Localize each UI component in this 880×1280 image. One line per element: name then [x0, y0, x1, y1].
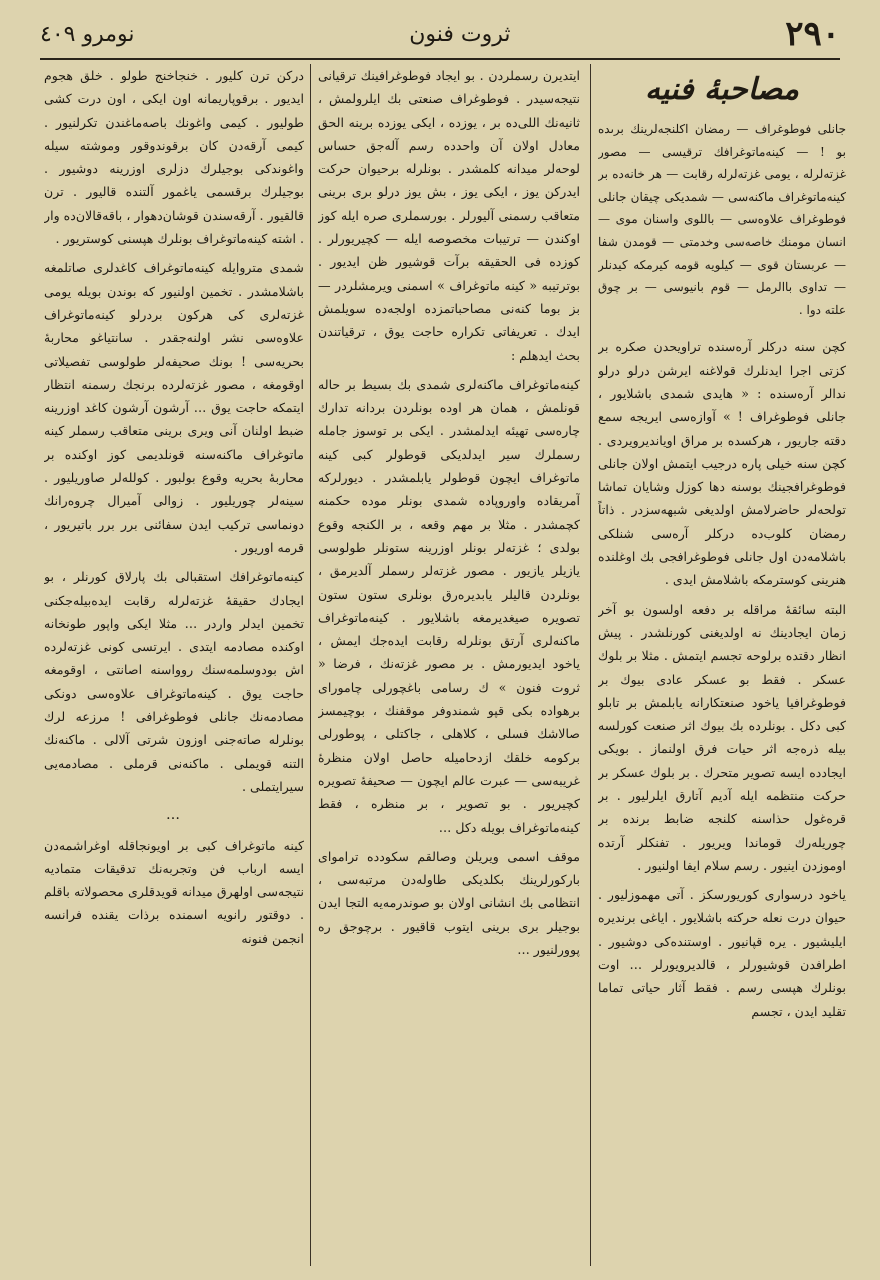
section-rubric: مصاحبهٔ فنیه	[645, 72, 799, 107]
paragraph: ياخود درسوارى كوريورسكز . آتى مهموزليور . حيوان درت نعله حركته باشلايور . اياغى برنديره ايليشيور . يره قپانيور . اوستنده‌كى دوشيور . اطرافدن قوشيورلر ، قالديرويورلر … اوت بونلرك هپسى رسم . فقط آثار حياتى تماما تقليد ايدن ، تجسم	[598, 887, 846, 1019]
paragraph: شمدى متروايله كينه‌ماتوغراف كاغدلرى صاتلمغه باشلامشدر . تخمين اولنيور كه بوندن بويله يومى غزته‌لرى كى هركون بردرلو كينه‌ماتوغراف علاوه‌سى نشر اولنه‌جقدر . سانتياغو محاربهٔ بحريه‌سى ! بونك صحيفه‌لر طولوسى تفصيلاتى اوقومغه ، مصور غزته‌لرده برنجك رسمنه انتظار ايتمكه حاجت يوق … آرشون آرشون كاغد اوزرينه ضبط اولنان آنى ويرى برينى متعاقب رسملر كينه ماتوغراف ماكنه‌سنه قونلديمى كوز اوكنده بر محاربهٔ بحريه وقوع بولبور . كولله‌لر صاوريليور . سينه‌لر چوريليور . زوالى آميرال چروه‌رانك دونماسى تركيب ايدن سفائنى برر برر باتيريور ، قرمه اوريور .	[44, 260, 304, 555]
section-summary: جانلی فوطوغراف — رمضان اکلنجه‌لرینك برىده بو ! — كينه‌ماتوغرافك ترقيسى — مصور غزته‌لرله ، يومى غزته‌لرله رقابت — هر خانه‌ده بر كينه‌ماتوغراف ماكنه‌سى — شمديكى چيقان جانلی فوطوغراف علاوه‌سى — باللوى واسنان موى — انسان مومنك خاصه‌سى وخدمتى — قومدن شفا — عربستان قوى — كيلويه قومه كيرمكه كيدنلر — تداوى باالرمل — قوم بانيوسى — بر چوق علته دوا .	[598, 122, 846, 317]
column-middle	[318, 64, 580, 1270]
paragraph: كينه ماتوغراف كبى بر اويونجاقله اوغراشمه‌دن ايسه ارباب فن وتجربه‌نك تدقيقات متماديه نتيجه‌سى اولهرق ميدانه قويدقلرى محصولاته باقلم . دوقتور رانويه اسمنده برذات يقنده فرانسه انجمن فنونه	[44, 837, 304, 946]
journal-title: ثروت فنون	[409, 21, 511, 47]
paragraph: كينه‌ماتوغراف ماكنه‌لرى شمدى بك بسيط بر حاله قونلمش ، همان هر اوده بونلردن بردانه تدارك چاره‌سى تهيئه ايدلمشدر . ايكى بر توسوز جامله رسملرك سير ايدلديكى قوطولر كبى كينه ماتوغراف ايچون قوطولر يابلمشدر . ديورلركه آمريقاده واوروپاده شمدى بونلر موده حكمنه كچمشدر . مثلا بر مهم وقعه ، بر الكنجه وقوع بولدى ؛ غزته‌لر بونلر اوزرينه ستونلر طولوسى يازيلر يازيور . مصور غزته‌لر رسملر آلديرمق ، بونلردن قاليلر يابديره‌رق بونلرى ستون ستون تصويره صيغديرمغه باشلايور . كينه‌ماتوغراف ماكنه‌لرى آرتق بونلرله رقابت ايده‌جك ايمش ، ياخود ايديورمش . بر مصور غزته‌نك ، فرضا « ثروت فنون » ك رسامى باغچورلى چاموراى برهواده بكى قپو شمندوفر موقفنك ، بوچيمسز صالاشك فسلى ، كلاهلى ، جاكتلى ، پوطورلى بركومه خلقك ازدحامیله حاصل اولان منظرهٔ غريبه‌سى — عبرت عالم ايچون — صحيفهٔ تصويره كچيريور . بو تصوير ، بر منظره ، فقط كينه‌ماتوغراف بويله دكل …	[318, 376, 580, 835]
header-rule	[40, 58, 840, 60]
paragraph: كينه‌ماتوغرافك استقبالى بك پارلاق كورنلر ، بو ايجادك حقيقهٔ غزته‌لرله رقابت ايده‌بيله‌جكنى تخمين ايدلر واردر … مثلا ايكى واپور طونخانه اوكنده مصادمه ايتدى . ايرتسى كونى غزته‌لرده اش بودوسلمه‌سنك روواسنه اصانتى ، اوقومغه حاجت يوق . كينه‌ماتوغراف علاوه‌سى دونكى مصادمه‌نك جانلی فوطوغرافى ! مرزعه لرك بونلرله صاته‌جنى اوزون شرتى آلالى . ماكنه‌نك التنه قويملى . ماكنه‌نى قرملى . مصادمه‌يى سيرايتملى .	[44, 569, 304, 794]
paragraph: البته سائقهٔ مراقله بر دفعه اولسون بو آخر زمان ايجادينك نه اولديغنى كورنلشدر . پيش انظار دقتده برلوحه تجسم ايتمش . مثلا بر بلوك عسكر . فقط بو عسكر عادى بيوك بر فوطوغرافيا ياخود صنعتكارانه يابلمش بر تابلو كبى دكل . بونلرده بك بيوك اثر صنعت كورلسه بيله ذره‌جه اثر حيات فرق اولنماز . بويكى ايجادده ايسه تصوير متحرك . بر بلوك عسكر بر حركت منتظمه ايله آديم آتارق ايلرليور . بر قره‌غول حذاسنه كلنجه ضابط برنده بر چوريله‌رك قوماندا ويريور . تفنكلر آرتده اوموزدن اينيور . رسم سلام ايفا اولنيور .	[598, 601, 846, 873]
issue-label: نومرو ٤٠٩	[40, 21, 135, 47]
section-separator: …	[166, 807, 182, 824]
page-number: ۲۹۰	[785, 14, 840, 54]
paragraph: دركن ترن كليور . خنجاخنج طولو . خلق هجوم ايديور . برقوپاريمانه اون ايكى ، اون درت كشى طوليور . كيمى واغونك باصه‌ماغندن تكرلنيور . كيمى آرقه‌دن كان برقوندوقور وموشته سيله واغوندكى بوجيلرك دزلرى اوزرينه دوشيور . بوجيلرك برقسمى ياغمور آلتنده قاليور . ترن قالقيور . آرقه‌سندن قوشان‌دهوار ، باقه‌قالان‌ده وار . اشته كينه‌ماتوغراف بونلرك هپسنى كوستريور .	[44, 68, 304, 247]
column-divider-right	[590, 64, 591, 1266]
column-left	[44, 64, 304, 1270]
column-right	[598, 64, 846, 1270]
paragraph: كچن سنه دركلر آره‌سنده تراويحدن صكره بر كزتى اجرا ايدنلرك قولاغنه ايرشن درلو درلو ندالر آره‌سنده : « هايدى شمدى باشلايور ، جانلی فوطوغراف ! » آوازه‌سى ايريجه سمع دقته جاريور ، هركسده بر مراق اويانديرويردى . كچن سنه خيلى پاره درجيب ايتمش اولان جانلی فوطوغرافجينك بوسنه دها كوزل وشايان تماشا تولحه‌لر حاضرلامش اولديغى شبهه‌سزدر . ذاتاً رمضان كلوب‌ده دركلر آره‌سى شنلكى باشلامه‌دن اول جانلی فوطوغرافجى بك اوغلنده هنرينى كوسترمكه باشلامش ايدى .	[598, 339, 846, 588]
paragraph: ايتديرن رسملردن . بو ايجاد فوطوغرافينك ترقيانى نتيجه‌سيدر . فوطوغراف صنعتى بك ايلرولمش ، ثانيه‌نك اللى‌ده بر ، يوزده ، ايكى يوزده برينه الحق معادل اولان آن واحدده رسم آله‌جق حساس لوحه‌لر ميدانه كلمشدر . بونلرله برحيوان حركت ايدركن يوز ، ايكى يوز ، بش يوز درلو برى برينى متعاقب رسمنى آليورلر . بورسملرى صره ايله كوز اوكندن — ترتيبات مخصوصه ايله — كچيريورلر . كوزده فى الحقيقه برآت قوشيور ظن ايديور . بوترتيبه « كينه ماتوغراف » اسمنى ويرمشلردر — بز بوما كنه‌نى مصاحباتمزده اولجه‌ده سويلمش ايدك . تعريفاتى تكراره حاجت يوق ، ترقياتندن بحث ايدهلم :	[318, 68, 580, 363]
page-header	[40, 14, 840, 54]
column-divider-left	[310, 64, 311, 1266]
paragraph: موقف اسمى ويريلن وصالقم سكودده ترامواى باركورلرينك بكلديكى طاوله‌دن مرتبه‌سى ، انتظامى بك انشانى اولان بو صوندرمه‌يه التجا ايدن بوجيلر برى برينى ايتوب قاقيور . برچوجق ره پوورلنيور …	[318, 848, 580, 957]
